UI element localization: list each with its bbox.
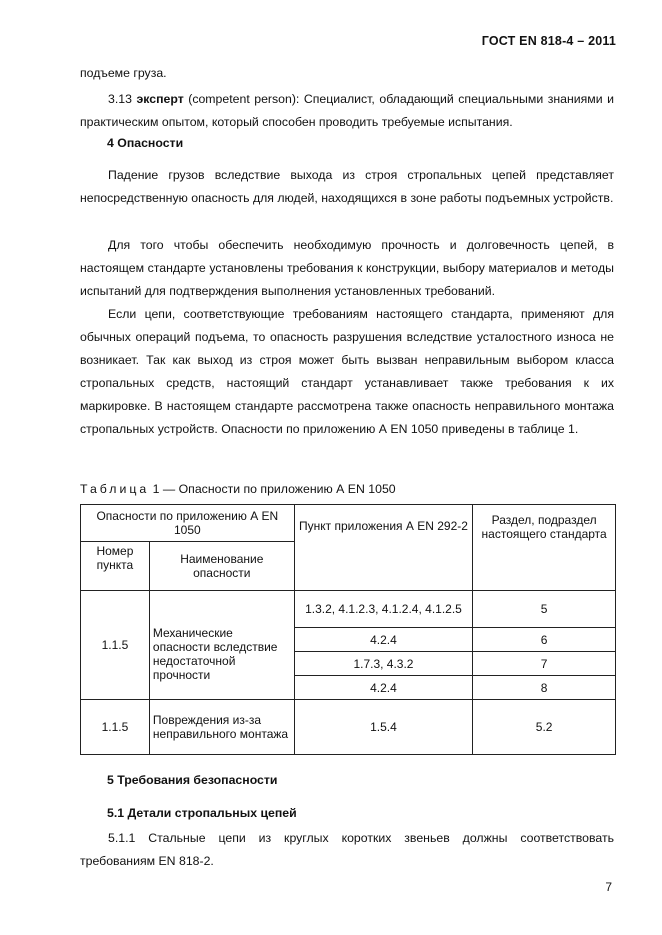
continuation-text: подъеме груза.	[80, 66, 167, 80]
section-5-1-title: 5.1 Детали стропальных цепей	[107, 806, 297, 820]
section-4-paragraph-2: Для того чтобы обеспечить необходимую прочность и долговечность цепей, в настоящем стандарте установлены требования к конструкции, выбору материалов и методы испытаний для подтверждения выполнения установленных требований.	[80, 238, 614, 298]
cell-standard-section: 5.2	[473, 700, 616, 755]
hazards-table	[80, 504, 616, 755]
cell-annex-clause: 1.3.2, 4.1.2.3, 4.1.2.4, 4.1.2.5	[294, 591, 473, 628]
cell-item-number: 1.1.5	[81, 591, 150, 700]
table-header-row	[81, 505, 616, 542]
cell-annex-clause: 1.5.4	[294, 700, 473, 755]
cell-standard-section: 8	[473, 676, 616, 700]
cell-item-number: 1.1.5	[81, 700, 150, 755]
table-caption-text: 1 — Опасности по приложению А EN 1050	[149, 482, 396, 496]
header-annex-clause: Пункт приложения А EN 292-2	[294, 505, 473, 591]
definition-text: (competent person): Специалист, обладающий специальными знаниями и практическим опытом, который способен проводить требуемые испытания.	[80, 92, 614, 129]
section-4-paragraph-1: Падение грузов вследствие выхода из строя стропальных цепей представляет непосредственную опасность для людей, находящихся в зоне работы подъемных устройств.	[80, 168, 614, 205]
header-standard-section: Раздел, подраздел настоящего стандарта	[473, 505, 616, 591]
section-5-1-1-text: 5.1.1 Стальные цепи из круглых коротких звеньев должны соответствовать требованиям EN 818-2.	[80, 831, 614, 868]
cell-standard-section: 7	[473, 652, 616, 676]
definition-3-13	[80, 88, 614, 134]
section-4-paragraph-3: Если цепи, соответствующие требованиям настоящего стандарта, применяют для обычных операций подъема, то опасность разрушения вследствие усталостного износа не возникает. Так как выход из строя может быть вызван неправильным выбором класса стропальных средств, настоящий стандарт устанавливает также требования к их маркировке. В настоящем стандарте рассмотрена также опасность неправильного монтажа стропальных устройств. Опасности по приложению А EN 1050 приведены в таблице 1.	[80, 307, 614, 436]
section-4-title: 4 Опасности	[107, 136, 184, 150]
table-caption	[80, 482, 396, 496]
definition-term: эксперт	[136, 92, 184, 106]
section-5-title: 5 Требования безопасности	[107, 773, 278, 787]
table-row	[81, 591, 616, 628]
definition-number: 3.13	[108, 92, 132, 106]
table-caption-label: Таблица	[80, 482, 150, 496]
page-number: 7	[605, 880, 612, 894]
document-code: ГОСТ EN 818-4 – 2011	[481, 34, 616, 48]
table-row	[81, 700, 616, 755]
header-hazards-group: Опасности по приложению А EN 1050	[81, 505, 295, 542]
cell-hazard-name: Повреждения из-за неправильного монтажа	[149, 700, 294, 755]
header-item-number: Номер пункта	[81, 542, 150, 591]
cell-standard-section: 5	[473, 591, 616, 628]
cell-annex-clause: 4.2.4	[294, 628, 473, 652]
header-hazard-name: Наименование опасности	[149, 542, 294, 591]
cell-hazard-name: Механические опасности вследствие недостаточной прочности	[149, 591, 294, 700]
cell-annex-clause: 1.7.3, 4.3.2	[294, 652, 473, 676]
cell-standard-section: 6	[473, 628, 616, 652]
cell-annex-clause: 4.2.4	[294, 676, 473, 700]
